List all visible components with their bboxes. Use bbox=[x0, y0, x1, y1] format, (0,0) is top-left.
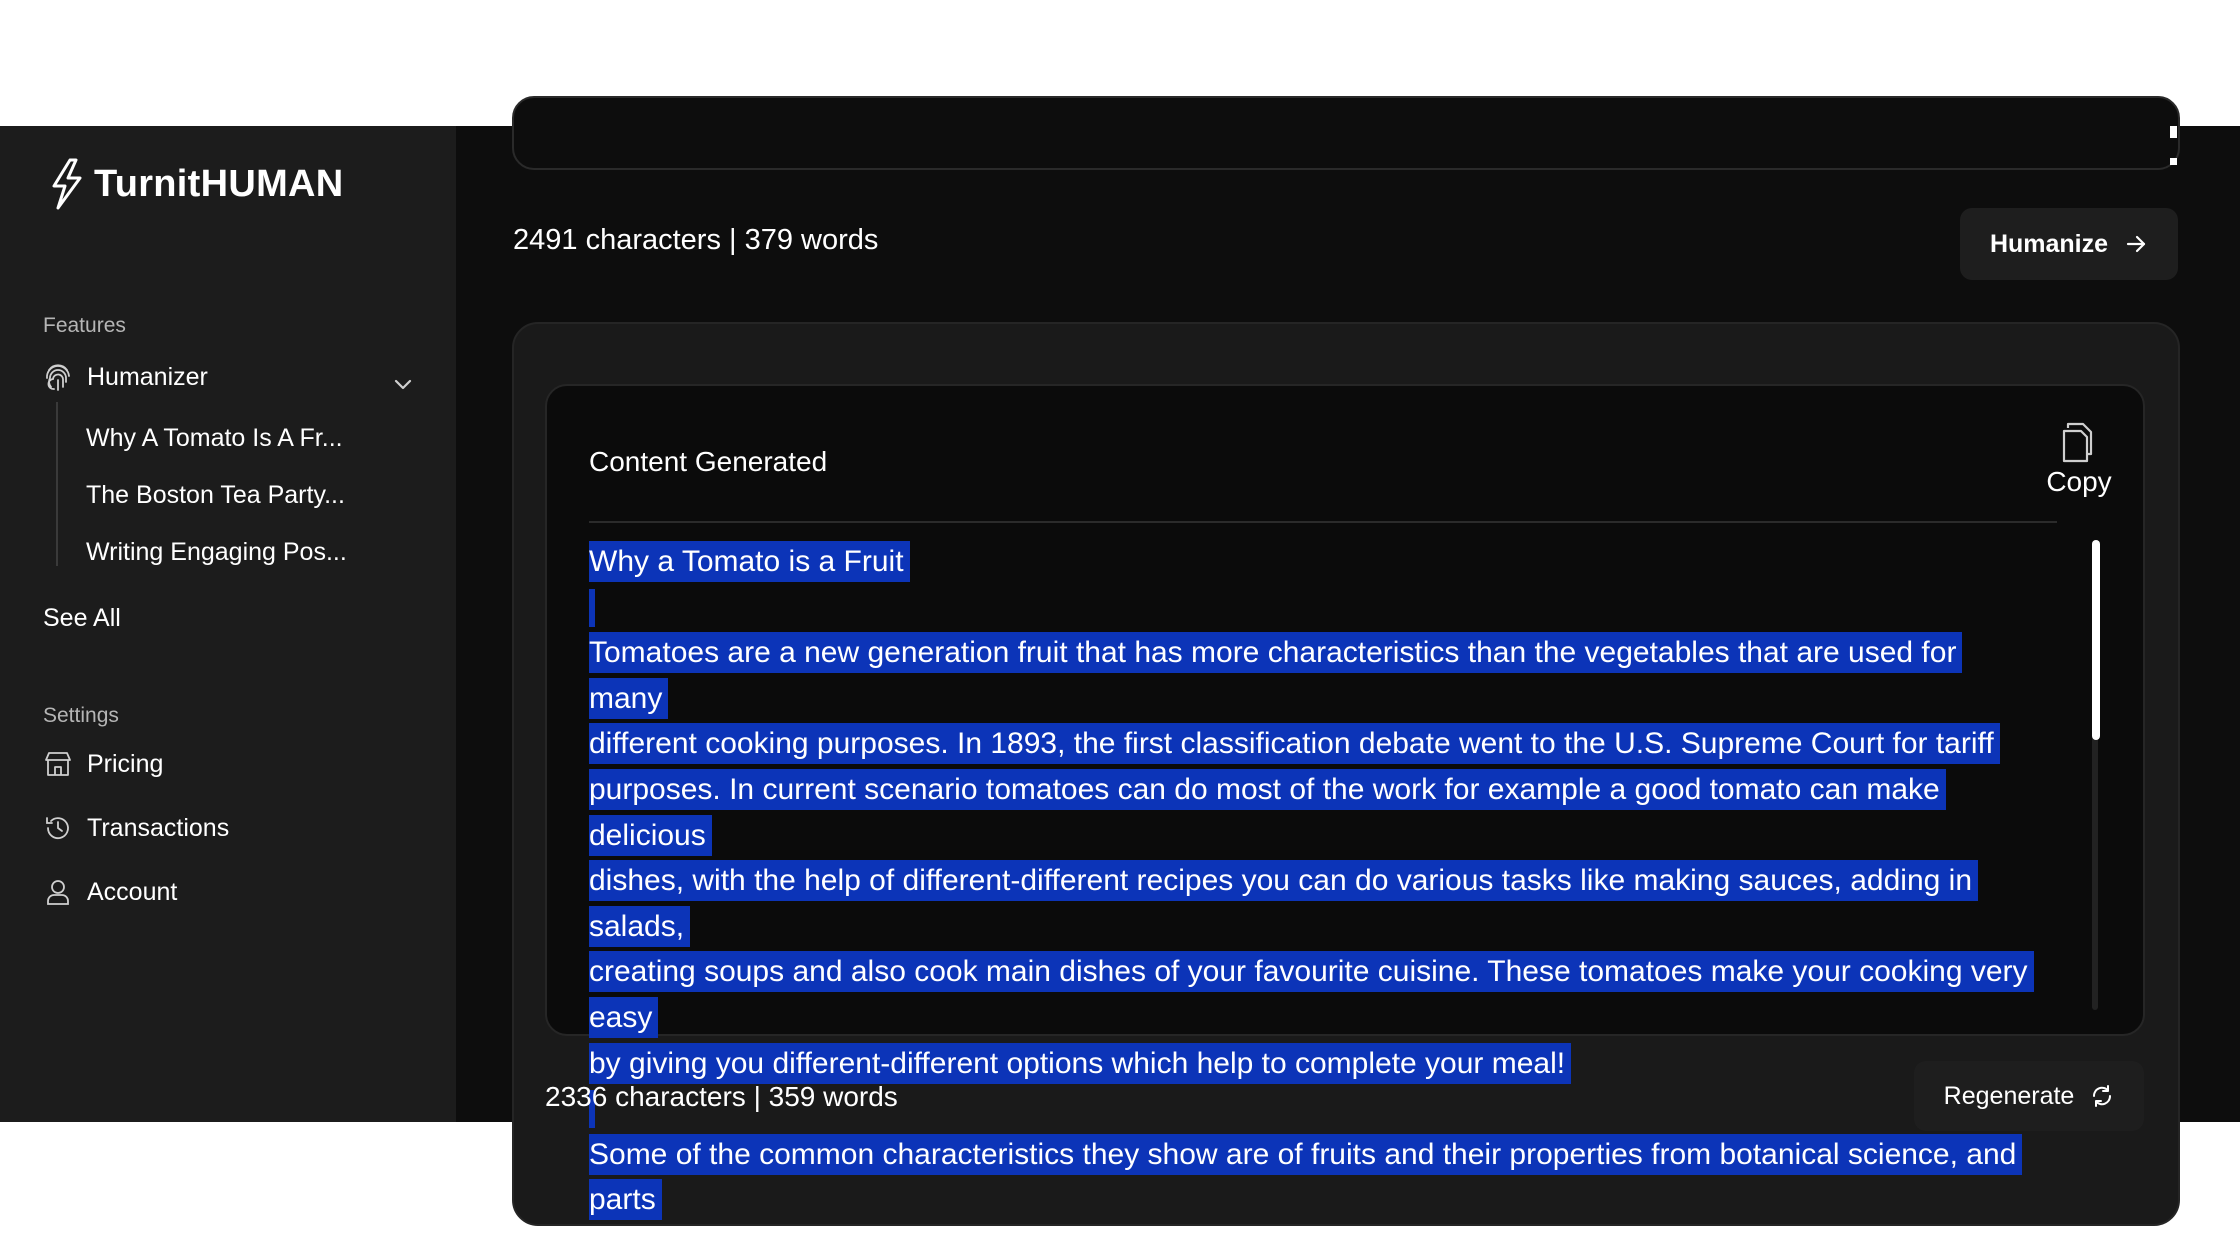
lightning-bolt-icon bbox=[46, 158, 86, 210]
input-scrollbar[interactable] bbox=[2170, 126, 2178, 166]
output-scroll-thumb[interactable] bbox=[2092, 540, 2100, 740]
logo[interactable] bbox=[46, 158, 344, 210]
sidebar-item-transactions[interactable] bbox=[43, 813, 229, 843]
output-line: purposes. In current scenario tomatoes can do most of the work for example a good tomato can make delicious bbox=[589, 769, 1946, 856]
sidebar-item-pricing[interactable] bbox=[43, 749, 163, 779]
fingerprint-icon bbox=[43, 362, 73, 392]
regenerate-button[interactable] bbox=[1914, 1061, 2144, 1131]
input-textarea[interactable] bbox=[512, 96, 2180, 170]
settings-section-label: Settings bbox=[43, 704, 119, 727]
history-icon bbox=[43, 813, 73, 843]
output-line: different cooking purposes. In 1893, the first classification debate went to the U.S. Supreme Court for tariff bbox=[589, 723, 2000, 764]
history-item[interactable]: Writing Engaging Pos... bbox=[86, 538, 347, 566]
output-line: creating soups and also cook main dishes of your favourite cuisine. These tomatoes make your cooking very easy bbox=[589, 951, 2034, 1038]
output-line: Tomatoes are a new generation fruit that has more characteristics than the vegetables that are used for many bbox=[589, 632, 1962, 719]
submenu-divider bbox=[56, 402, 58, 566]
user-icon bbox=[43, 877, 73, 907]
humanize-button-label: Humanize bbox=[1989, 229, 2109, 258]
copy-icon bbox=[2059, 420, 2099, 464]
history-item[interactable]: The Boston Tea Party... bbox=[86, 481, 345, 509]
see-all-link[interactable]: See All bbox=[43, 604, 121, 632]
output-line: Some of the common characteristics they show are of fruits and their properties from botanical science, and parts bbox=[589, 1134, 2022, 1221]
history-item[interactable]: Why A Tomato Is A Fr... bbox=[86, 424, 343, 452]
sidebar-item-label: Pricing bbox=[87, 749, 164, 778]
features-section-label: Features bbox=[43, 314, 126, 337]
main-panel bbox=[456, 126, 2240, 1217]
brand-name: TurnitHUMAN bbox=[94, 162, 344, 205]
refresh-icon bbox=[2090, 1084, 2114, 1108]
copy-button-label: Copy bbox=[2046, 466, 2112, 497]
arrow-right-icon bbox=[2124, 232, 2148, 256]
output-line: by giving you different-different options which help to complete your meal! bbox=[589, 1043, 1571, 1084]
output-heading: Why a Tomato is a Fruit bbox=[589, 541, 910, 582]
output-line: dishes, with the help of different-different recipes you can do various tasks like making sauces, adding in salads, bbox=[589, 860, 1978, 947]
output-divider bbox=[589, 521, 2057, 523]
copy-button[interactable] bbox=[2034, 420, 2124, 498]
sidebar-item-label: Humanizer bbox=[87, 362, 208, 391]
app-window bbox=[0, 126, 2240, 1217]
output-character-count: 2336 characters | 359 words bbox=[545, 1081, 898, 1112]
output-title: Content Generated bbox=[589, 446, 828, 477]
humanize-button[interactable] bbox=[1960, 208, 2178, 280]
sidebar-item-humanizer[interactable] bbox=[43, 362, 208, 392]
chevron-down-icon[interactable] bbox=[390, 372, 416, 398]
sidebar-item-account[interactable] bbox=[43, 877, 177, 907]
sidebar-item-label: Account bbox=[87, 877, 178, 906]
regenerate-button-label: Regenerate bbox=[1943, 1081, 2075, 1110]
sidebar bbox=[0, 126, 456, 1122]
input-character-count: 2491 characters | 379 words bbox=[513, 224, 879, 256]
sidebar-item-label: Transactions bbox=[87, 813, 230, 842]
store-icon bbox=[43, 749, 73, 779]
